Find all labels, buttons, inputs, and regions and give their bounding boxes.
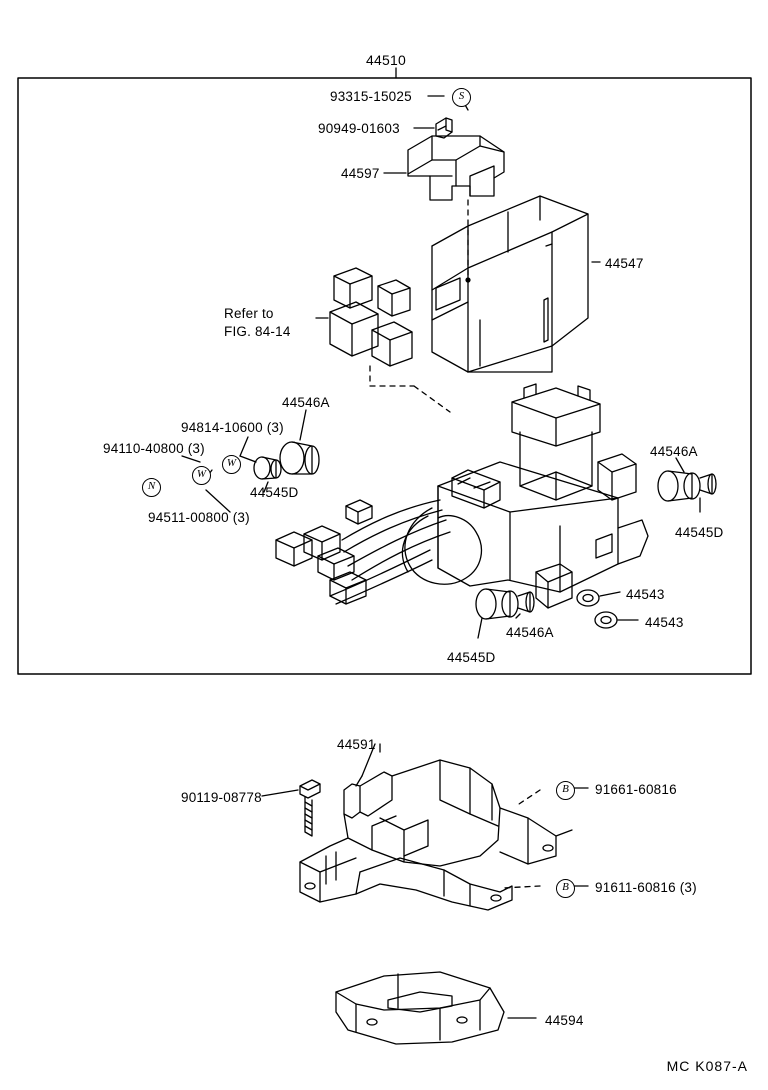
marker-icon-w-2: W <box>222 455 241 474</box>
diagram-title-code: 44510 <box>366 52 406 68</box>
part-label-44545D-left: 44545D <box>250 485 299 500</box>
part-label-91661-60816: 91661-60816 <box>595 782 677 797</box>
marker-icon-w-1: W <box>192 466 211 485</box>
marker-icon-s: S <box>452 88 471 107</box>
part-label-44543-lower: 44543 <box>645 615 684 630</box>
refer-to-note-line2: FIG. 84-14 <box>224 324 291 339</box>
part-label-94110-40800: 94110-40800 (3) <box>103 441 205 456</box>
part-label-44546A-right: 44546A <box>650 444 698 459</box>
part-label-94511-00800: 94511-00800 (3) <box>148 510 250 525</box>
part-label-44543-upper: 44543 <box>626 587 665 602</box>
part-label-90949-01603: 90949-01603 <box>318 121 400 136</box>
part-label-44591: 44591 <box>337 737 376 752</box>
marker-icon-b-2: B <box>556 879 575 898</box>
part-label-94814-10600: 94814-10600 (3) <box>181 420 284 435</box>
marker-icon-b-1: B <box>556 781 575 800</box>
part-label-44546A-top: 44546A <box>282 395 330 410</box>
refer-to-note-line1: Refer to <box>224 306 274 321</box>
part-label-90119-08778: 90119-08778 <box>181 790 262 805</box>
part-label-44545D-right: 44545D <box>675 525 724 540</box>
part-label-44545D-bottom: 44545D <box>447 650 496 665</box>
part-label-44547: 44547 <box>605 256 644 271</box>
marker-icon-n: N <box>142 478 161 497</box>
part-label-44597: 44597 <box>341 166 380 181</box>
part-label-91611-60816: 91611-60816 (3) <box>595 880 697 895</box>
part-label-44594: 44594 <box>545 1013 584 1028</box>
footer-code: MC K087-A <box>666 1058 748 1074</box>
part-label-93315-15025: 93315-15025 <box>330 89 412 104</box>
part-label-44546A-bottom: 44546A <box>506 625 554 640</box>
